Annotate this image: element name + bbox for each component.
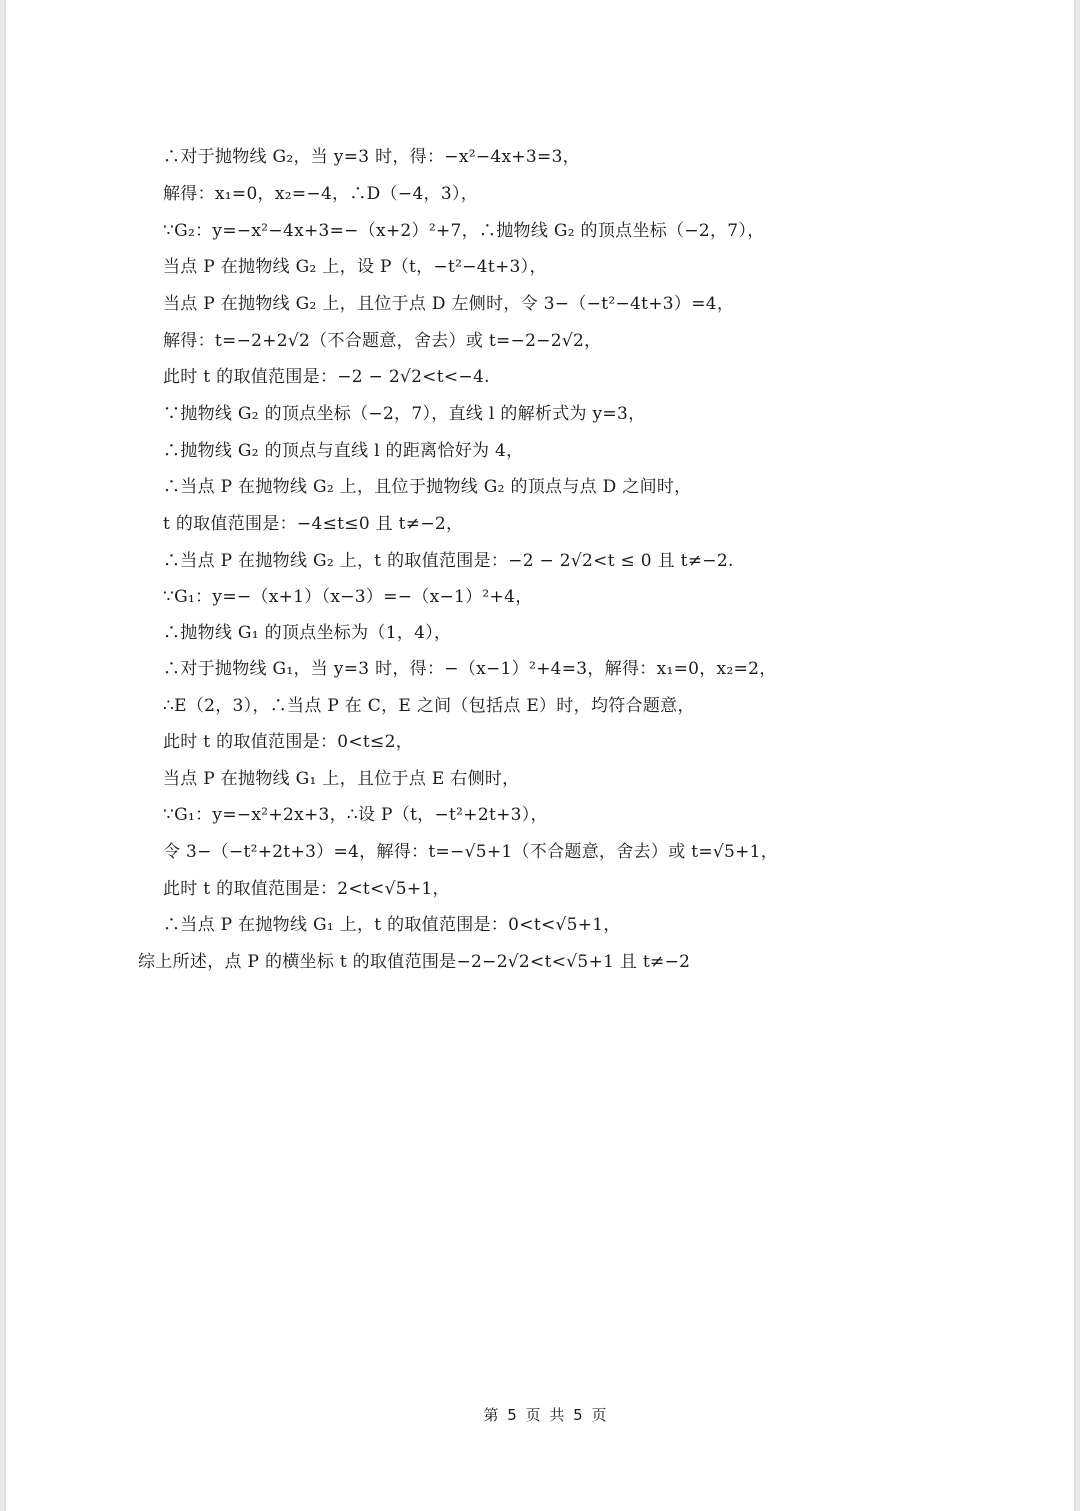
text-line: 此时 t 的取值范围是：2<t<√5+1， — [163, 879, 450, 899]
text-line: 当点 P 在抛物线 G₂ 上，设 P（t，−t²−4t+3）， — [163, 257, 547, 277]
text-line: t 的取值范围是：−4≤t≤0 且 t≠−2， — [163, 514, 464, 534]
text-line: 此时 t 的取值范围是：−2 − 2√2<t<−4. — [163, 367, 490, 387]
conclusion-line: 综上所述，点 P 的横坐标 t 的取值范围是−2−2√2<t<√5+1 且 t≠−2 — [138, 952, 691, 972]
text-line: ∴对于抛物线 G₂，当 y=3 时，得：−x²−4x+3=3， — [163, 147, 580, 167]
text-line: 当点 P 在抛物线 G₁ 上，且位于点 E 右侧时， — [163, 769, 520, 789]
text-line: ∴当点 P 在抛物线 G₁ 上，t 的取值范围是：0<t<√5+1， — [163, 915, 621, 935]
text-line: 令 3−（−t²+2t+3）=4，解得：t=−√5+1（不合题意，舍去）或 t=√5+1， — [163, 842, 779, 862]
text-line: ∵抛物线 G₂ 的顶点坐标（−2，7），直线 l 的解析式为 y=3， — [163, 404, 646, 424]
text-line: ∴当点 P 在抛物线 G₂ 上，且位于抛物线 G₂ 的顶点与点 D 之间时， — [163, 477, 692, 497]
text-line: 解得：t=−2+2√2（不合题意，舍去）或 t=−2−2√2， — [163, 331, 602, 351]
text-line: 解得：x₁=0，x₂=−4，∴D（−4，3）， — [163, 184, 479, 204]
text-line: ∵G₂：y=−x²−4x+3=−（x+2）²+7，∴抛物线 G₂ 的顶点坐标（−2，7）， — [163, 221, 765, 241]
text-line: ∴E（2，3），∴当点 P 在 C，E 之间（包括点 E）时，均符合题意， — [163, 696, 695, 716]
text-line: ∴抛物线 G₂ 的顶点与直线 l 的距离恰好为 4， — [163, 441, 524, 461]
text-line: ∵G₁：y=−（x+1）（x−3）=−（x−1）²+4， — [163, 587, 533, 607]
text-line: ∵G₁：y=−x²+2x+3，∴设 P（t，−t²+2t+3）， — [163, 805, 548, 825]
text-line: ∴当点 P 在抛物线 G₂ 上，t 的取值范围是：−2 − 2√2<t ≤ 0 且 t≠−2. — [163, 551, 734, 571]
text-line: ∴抛物线 G₁ 的顶点坐标为（1，4）， — [163, 623, 452, 643]
text-line: ∴对于抛物线 G₁，当 y=3 时，得：−（x−1）²+4=3，解得：x₁=0，x₂=2， — [163, 659, 777, 679]
document-page — [6, 0, 1074, 1511]
text-line: 此时 t 的取值范围是：0<t≤2， — [163, 732, 413, 752]
page-footer: 第 5 页 共 5 页 — [483, 1406, 609, 1424]
text-line: 当点 P 在抛物线 G₂ 上，且位于点 D 左侧时，令 3−（−t²−4t+3）=4， — [163, 294, 735, 314]
